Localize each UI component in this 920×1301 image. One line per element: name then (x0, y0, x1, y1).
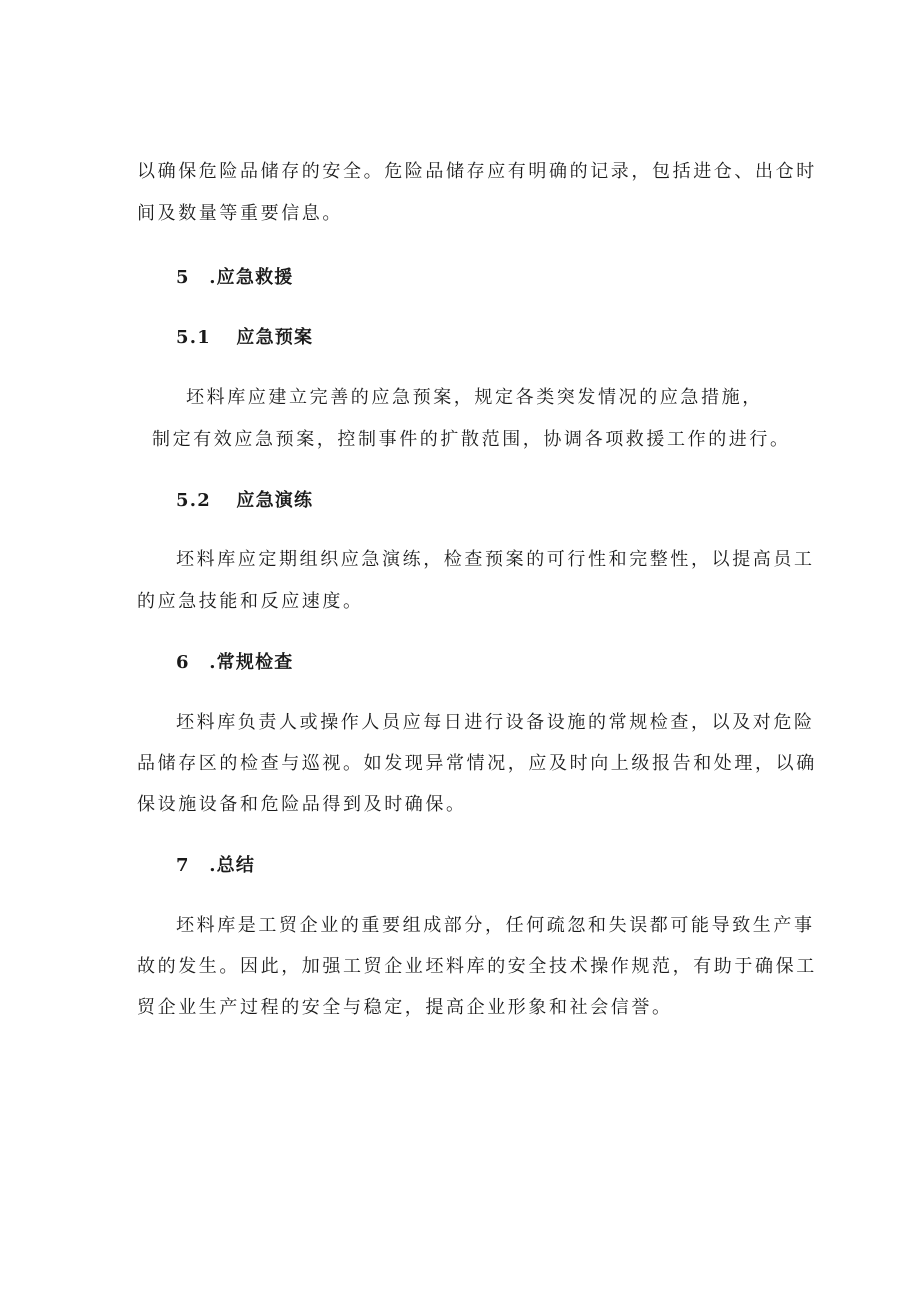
intro-line-2: 间及数量等重要信息。 (137, 203, 343, 224)
subsection-5-1-heading (176, 326, 920, 350)
section-6-line-3: 保设施设备和危险品得到及时确保。 (137, 794, 467, 815)
section-7-title: .总结 (209, 855, 256, 876)
section-7-number: 7 (176, 855, 190, 876)
section-7-line-1: 坯料库是工贸企业的重要组成部分，任何疏忽和失误都可能导致生产事 (176, 915, 815, 936)
section-6-title: .常规检查 (209, 652, 294, 673)
subsection-5-2-title: 应急演练 (236, 490, 314, 511)
subsection-5-2-heading (176, 489, 920, 513)
section-5-heading (176, 266, 920, 290)
subsection-5-2-number: 5.2 (176, 490, 211, 511)
section-6-heading (176, 651, 920, 675)
section-7-heading (176, 854, 920, 878)
section-7-line-2: 故的发生。因此，加强工贸企业坯料库的安全技术操作规范，有助于确保工 (137, 956, 817, 977)
section-6-number: 6 (176, 652, 190, 673)
section-7-line-3: 贸企业生产过程的安全与稳定，提高企业形象和社会信誉。 (137, 997, 673, 1018)
section-6-line-1: 坯料库负责人或操作人员应每日进行设备设施的常规检查，以及对危险 (176, 712, 815, 733)
section-6-line-2: 品储存区的检查与巡视。如发现异常情况，应及时向上级报告和处理，以确 (137, 753, 817, 774)
subsection-5-2-line-2: 的应急技能和反应速度。 (137, 591, 364, 612)
subsection-5-1-title: 应急预案 (236, 327, 314, 348)
subsection-5-1-line-2: 制定有效应急预案，控制事件的扩散范围，协调各项救援工作的进行。 (152, 429, 791, 450)
subsection-5-1-number: 5.1 (176, 327, 211, 348)
section-5-title: .应急救援 (209, 267, 294, 288)
subsection-5-1-line-1: 坯料库应建立完善的应急预案，规定各类突发情况的应急措施， (186, 387, 763, 408)
subsection-5-2-line-1: 坯料库应定期组织应急演练，检查预案的可行性和完整性，以提高员工 (176, 549, 815, 570)
intro-line-1: 以确保危险品储存的安全。危险品储存应有明确的记录，包括进仓、出仓时 (137, 161, 817, 182)
section-5-number: 5 (176, 267, 190, 288)
